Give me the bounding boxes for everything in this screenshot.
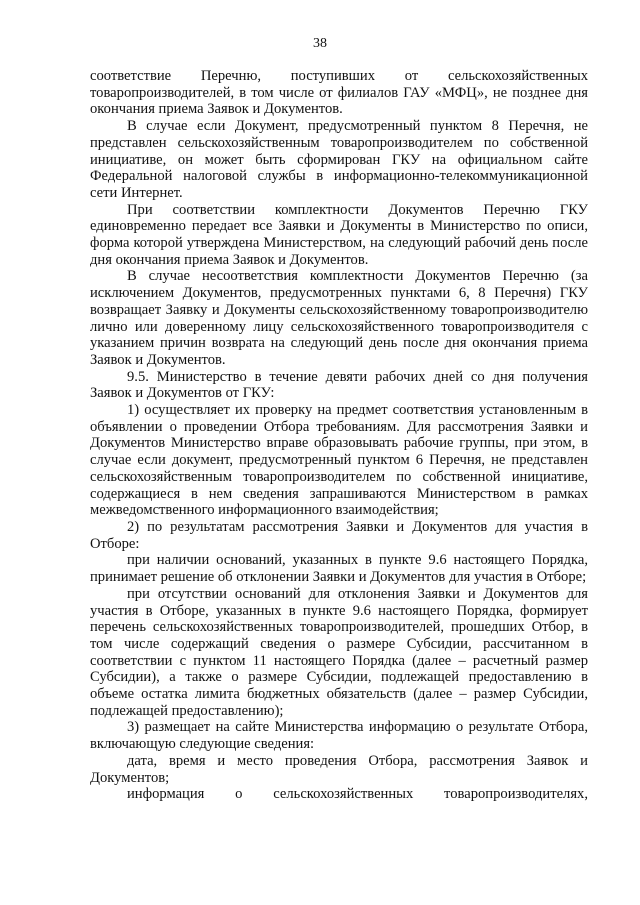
paragraph-item-3-publication: 3) размещает на сайте Министерства информацию о результате Отбора, включающую следующие сведения: [90,719,588,753]
paragraph-document-item-8: В случае если Документ, предусмотренный пунктом 8 Перечня, не представлен сельскохозяйственным товаропроизводителем по собственной инициативе, он может быть сформирован ГКУ на официальном сайте Федеральной налоговой службы в информационно-телекоммуникационной сети Интернет. [90,118,588,201]
paragraph-item-1-verification: 1) осуществляет их проверку на предмет соответствия установленным в объявлении о проведении Отбора требованиям. Для рассмотрения Заявки и Документов Министерство вправе образовывать рабочие группы, при этом, в случае если документ, предусмотренный пунктом 6 Перечня, не представлен сельскохозяйственным товаропроизводителем по собственной инициативе, содержащиеся в нем сведения запрашиваются Министерством в рамках межведомственного информационного взаимодействия; [90,402,588,519]
page-number: 38 [313,36,327,51]
paragraph-completeness-match: При соответствии комплектности Документов Перечню ГКУ единовременно передает все Заявки и Документы в Министерство по описи, форма которой утверждена Министерством, на следующий рабочий день после дня окончания приема Заявок и Документов. [90,201,588,268]
paragraph-section-9-5: 9.5. Министерство в течение девяти рабочих дней со дня получения Заявок и Документов от ГКУ: [90,368,588,402]
paragraph-producers-list: при отсутствии оснований для отклонения Заявки и Документов для участия в Отборе, указанных в пункте 9.6 настоящего Порядка, формирует перечень сельскохозяйственных товаропроизводителей, прошедших Отбор, в том числе содержащий сведения о размере Субсидии, рассчитанном в соответствии с пунктом 11 настоящего Порядка (далее – расчетный размер Субсидии), а также о размере Субсидии, подлежащей предоставлению в объеме остатка лимита бюджетных обязательств (далее – размер Субсидии, подлежащей предоставлению); [90,585,588,719]
paragraph-producers-info: информация о сельскохозяйственных товаропроизводителях, [127,786,588,803]
paragraph-delivery-deadline: соответствие Перечню, поступивших от сельскохозяйственных товаропроизводителей, в том числе от филиалов ГАУ «МФЦ», не позднее дня окончания приема Заявок и Документов. [90,68,588,118]
paragraph-completeness-mismatch: В случае несоответствия комплектности Документов Перечню (за исключением Документов, предусмотренных пунктами 6, 8 Перечня) ГКУ возвращает Заявку и Документы сельскохозяйственному товаропроизводителю лично или доверенному лицу сельскохозяйственного товаропроизводителя с указанием причин возврата на следующий день после дня окончания приема Заявок и Документов. [90,268,588,368]
paragraph-date-time-place: дата, время и место проведения Отбора, рассмотрения Заявок и Документов; [90,752,588,786]
document-body [90,68,588,803]
paragraph-item-2-results: 2) по результатам рассмотрения Заявки и Документов для участия в Отборе: [90,518,588,552]
paragraph-rejection-grounds: при наличии оснований, указанных в пункте 9.6 настоящего Порядка, принимает решение об отклонении Заявки и Документов для участия в Отборе; [90,552,588,586]
